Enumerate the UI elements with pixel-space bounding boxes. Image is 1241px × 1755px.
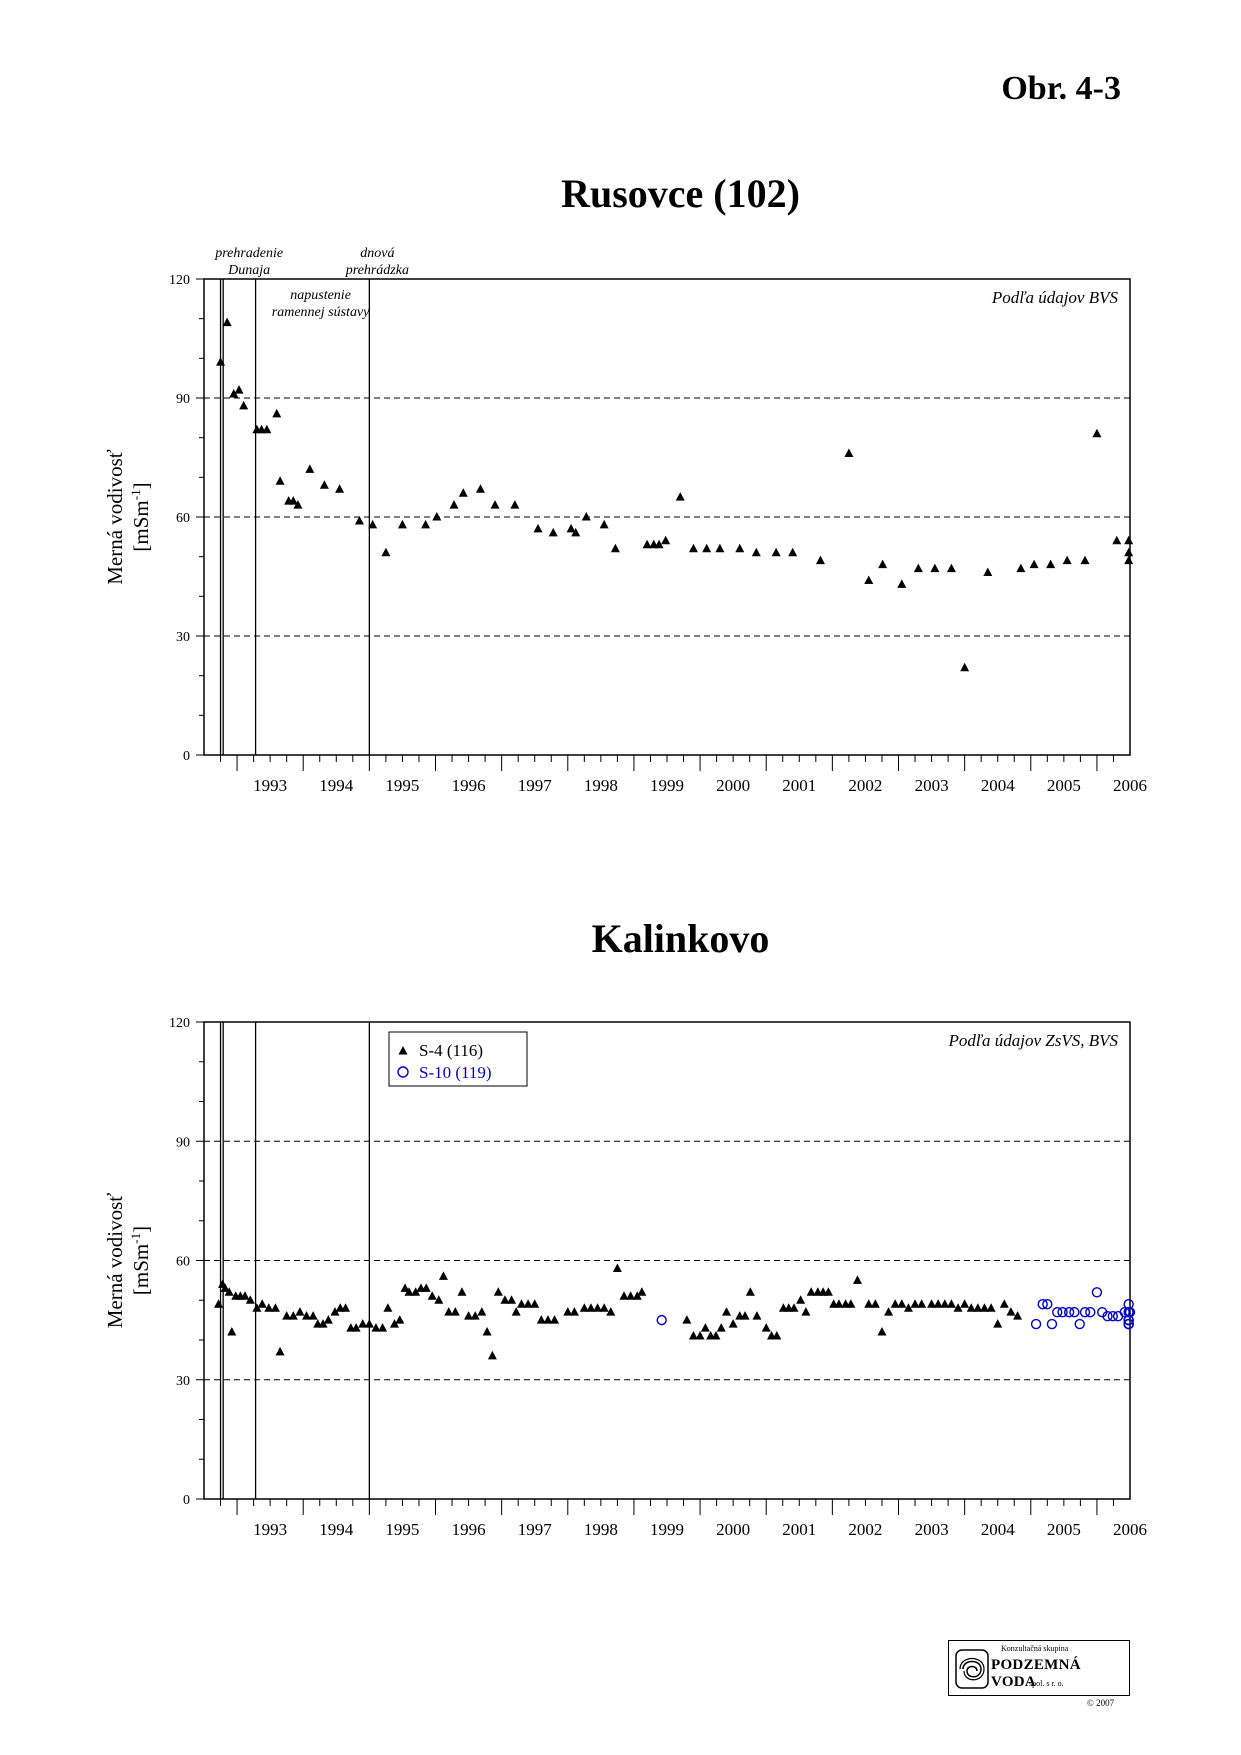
x-tick-label: 1997 — [517, 776, 552, 795]
data-point-triangle — [428, 1291, 437, 1300]
x-tick-label: 2000 — [716, 776, 751, 795]
x-tick-label: 2005 — [1046, 1520, 1081, 1539]
data-point-triangle — [324, 1315, 333, 1324]
data-point-triangle — [801, 1307, 810, 1316]
y-tick-label: 0 — [183, 1493, 190, 1508]
annotation-line2: Dunaja — [228, 263, 271, 278]
legend-label-s4: S-4 (116) — [419, 1041, 484, 1060]
data-point-triangle — [530, 1299, 539, 1308]
data-point-triangle — [637, 1287, 646, 1296]
y-tick-label: 90 — [176, 1135, 190, 1151]
data-point-circle — [1075, 1320, 1084, 1329]
y-tick-label: 90 — [176, 392, 190, 407]
company-logo — [948, 1640, 1130, 1696]
data-point-triangle — [512, 1307, 521, 1316]
data-point-circle — [1114, 1312, 1123, 1321]
y-tick-label: 30 — [176, 1373, 190, 1389]
data-point-triangle — [1000, 1299, 1009, 1308]
x-tick-label: 1999 — [650, 776, 684, 795]
data-point-triangle — [752, 1311, 761, 1320]
data-point-triangle — [488, 1351, 497, 1360]
data-point-triangle — [477, 1307, 486, 1316]
data-point-triangle — [877, 1327, 886, 1336]
x-tick-label: 1997 — [517, 1520, 552, 1539]
data-point-circle — [1032, 1320, 1041, 1329]
data-point-circle — [657, 1316, 666, 1325]
data-point-triangle — [365, 1319, 374, 1328]
data-point-triangle — [722, 1307, 731, 1316]
y-tick-label: 60 — [176, 1254, 190, 1270]
data-point-triangle — [796, 1295, 805, 1304]
legend-label-s10: S-10 (119) — [419, 1063, 492, 1082]
chart-title-kalinkovo: Kalinkovo — [591, 916, 770, 961]
logo-top-text: Konzultačná skupina — [1001, 1644, 1069, 1653]
data-point-triangle — [717, 1323, 726, 1332]
data-point-circle — [1070, 1308, 1079, 1317]
x-tick-label: 2003 — [914, 1520, 949, 1539]
x-tick-label: 1995 — [385, 1520, 420, 1539]
x-tick-label: 1994 — [319, 1520, 354, 1539]
data-point-triangle — [762, 1323, 771, 1332]
x-tick-label: 1995 — [385, 776, 420, 795]
x-tick-label: 2002 — [848, 776, 883, 795]
chart-title-rusovce: Rusovce (102) — [561, 171, 800, 216]
y-tick-label: 60 — [176, 511, 190, 526]
data-point-triangle — [947, 1299, 956, 1308]
data-point-triangle — [960, 1299, 969, 1308]
data-point-triangle — [214, 1299, 223, 1308]
data-point-triangle — [507, 1295, 516, 1304]
y-axis-label-line2: [mSm$^{-1}$] — [128, 482, 153, 552]
y-axis-label-line1: Merná vodivosť — [103, 1192, 127, 1329]
annotation-line1: prehradenie — [215, 246, 284, 261]
data-point-triangle — [227, 1327, 236, 1336]
data-point-triangle — [1006, 1307, 1015, 1316]
source-note: Podľa údajov BVS — [991, 288, 1118, 307]
data-point-triangle — [993, 1319, 1002, 1328]
annotation-line2: ramennej sústavy — [271, 305, 370, 320]
x-tick-label: 1993 — [253, 776, 288, 795]
data-point-triangle — [682, 1315, 691, 1324]
x-tick-label: 1999 — [650, 1520, 684, 1539]
x-tick-label: 2001 — [782, 1520, 817, 1539]
x-tick-label: 1996 — [451, 1520, 486, 1539]
logo-copyright: © 2007 — [1087, 1698, 1115, 1708]
data-point-triangle — [451, 1307, 460, 1316]
data-point-triangle — [871, 1299, 880, 1308]
x-tick-label: 2002 — [848, 1520, 883, 1539]
x-tick-label: 1998 — [583, 776, 618, 795]
data-point-triangle — [395, 1315, 404, 1324]
data-point-triangle — [884, 1307, 893, 1316]
x-tick-label: 2000 — [716, 1520, 751, 1539]
x-tick-label: 2005 — [1046, 776, 1081, 795]
data-point-triangle — [378, 1323, 387, 1332]
data-point-triangle — [295, 1307, 304, 1316]
data-point-triangle — [613, 1263, 622, 1272]
y-tick-label: 0 — [183, 749, 190, 764]
data-point-triangle — [701, 1323, 710, 1332]
x-tick-label: 2006 — [1113, 1520, 1147, 1539]
x-tick-label: 1993 — [253, 1520, 288, 1539]
figure-label: Obr. 4-3 — [1001, 70, 1121, 107]
data-point-triangle — [746, 1287, 755, 1296]
x-tick-label: 1998 — [583, 1520, 618, 1539]
logo-sub-text: spol. s r. o. — [1029, 1679, 1064, 1688]
x-tick-label: 2003 — [914, 776, 949, 795]
data-point-triangle — [550, 1315, 559, 1324]
x-tick-label: 1996 — [451, 776, 486, 795]
y-axis-label-line2: [mSm$^{-1}$] — [128, 1225, 153, 1296]
x-tick-label: 1994 — [319, 776, 354, 795]
data-point-triangle — [271, 1303, 280, 1312]
data-point-triangle — [494, 1287, 503, 1296]
y-axis-label — [103, 1193, 153, 1329]
data-point-triangle — [600, 1303, 609, 1312]
data-point-triangle — [276, 1347, 285, 1356]
data-point-triangle — [258, 1299, 267, 1308]
y-tick-label: 120 — [169, 273, 190, 288]
data-point-triangle — [457, 1287, 466, 1296]
annotation-line2: prehrádzka — [345, 263, 409, 278]
data-point-triangle — [483, 1327, 492, 1336]
y-axis-label-line1: Merná vodivosť — [103, 449, 127, 585]
data-point-triangle — [439, 1271, 448, 1280]
data-point-triangle — [917, 1299, 926, 1308]
data-point-circle — [1086, 1308, 1095, 1317]
data-point-triangle — [729, 1319, 738, 1328]
data-point-triangle — [309, 1311, 318, 1320]
data-point-triangle — [570, 1307, 579, 1316]
x-tick-label: 2004 — [980, 776, 1015, 795]
data-point-triangle — [696, 1331, 705, 1340]
annotation-line1: dnová — [360, 246, 395, 261]
logo-company-name: PODZEMNÁ VODA — [991, 1657, 1081, 1690]
x-tick-label: 2001 — [782, 776, 817, 795]
source-note: Podľa údajov ZsVS, BVS — [948, 1031, 1118, 1050]
data-point-triangle — [383, 1303, 392, 1312]
data-point-triangle — [853, 1275, 862, 1284]
data-point-triangle — [897, 1299, 906, 1308]
logo-mark-icon — [955, 1649, 989, 1689]
annotation-line1: napustenie — [290, 288, 351, 303]
data-point-circle — [1047, 1320, 1056, 1329]
data-point-triangle — [987, 1303, 996, 1312]
y-tick-label: 120 — [169, 1016, 190, 1031]
x-tick-label: 2006 — [1113, 776, 1147, 795]
y-tick-label: 30 — [176, 630, 190, 645]
data-point-circle — [1092, 1288, 1101, 1297]
x-tick-label: 2004 — [980, 1520, 1015, 1539]
